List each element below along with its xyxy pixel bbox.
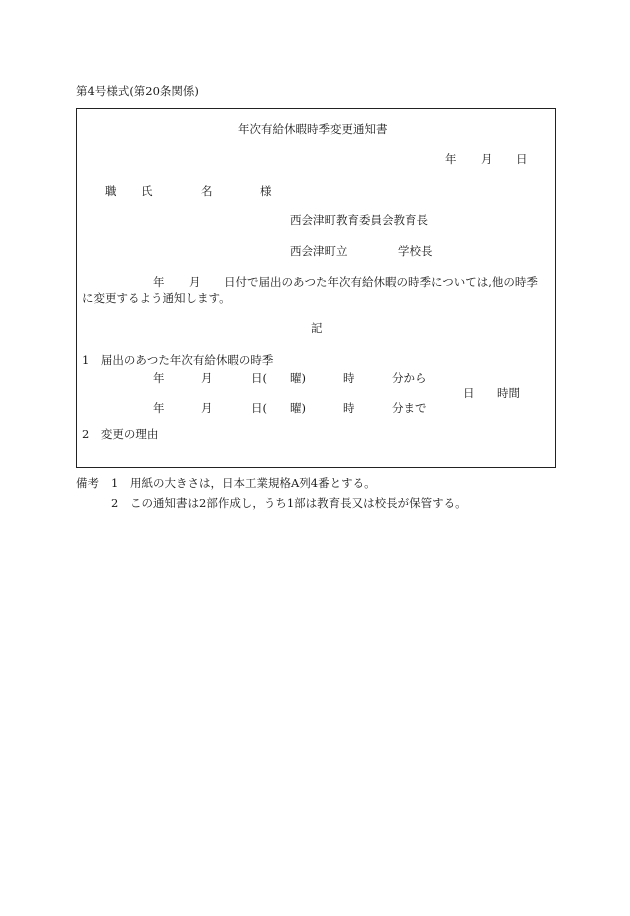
from-hour: 時: [343, 371, 355, 385]
issuer-school-suffix: 学校長: [398, 244, 433, 258]
from-year: 年: [153, 371, 165, 385]
addressee-shoku: 職: [105, 184, 117, 198]
body-line1: 日付で届出のあつた年次有給休暇の時季については,他の時季: [224, 275, 538, 289]
note2-text: この通知書は2部作成し，うち1部は教育長又は校長が保管する。: [130, 496, 467, 510]
to-month: 月: [201, 401, 213, 415]
date-year: 年: [445, 152, 457, 166]
addressee-shi: 氏: [141, 184, 153, 198]
from-month: 月: [201, 371, 213, 385]
to-year: 年: [153, 401, 165, 415]
body-year: 年: [153, 275, 165, 289]
issuer-school-prefix: 西会津町立: [290, 244, 348, 258]
to-hour: 時: [343, 401, 355, 415]
item1-label: 1 届出のあつた年次有給休暇の時季: [82, 353, 274, 367]
note2-number: 2: [111, 496, 119, 510]
date-day: 日: [516, 152, 528, 166]
addressee-sama: 様: [260, 184, 272, 198]
from-weekday: 曜): [290, 371, 306, 385]
duration-hours: 時間: [497, 386, 520, 400]
to-minute: 分まで: [392, 401, 427, 415]
to-day: 日(: [251, 401, 267, 415]
note1-number: 1: [111, 476, 119, 490]
body-line2: に変更するよう通知します。: [82, 291, 231, 305]
notes-heading: 備考: [76, 476, 99, 490]
from-day: 日(: [251, 371, 267, 385]
body-month: 月: [189, 275, 201, 289]
addressee-mei: 名: [201, 184, 213, 198]
from-minute: 分から: [392, 371, 427, 385]
form-number: 第4号様式(第20条関係): [76, 84, 199, 98]
duration-day: 日: [463, 386, 475, 400]
date-month: 月: [481, 152, 493, 166]
item2-label: 2 変更の理由: [82, 427, 159, 441]
issuer-board: 西会津町教育委員会教育長: [290, 213, 428, 227]
to-weekday: 曜): [290, 401, 306, 415]
note1-text: 用紙の大きさは，日本工業規格A列4番とする。: [130, 476, 376, 490]
ki-marker: 記: [311, 321, 323, 335]
form-title: 年次有給休暇時季変更通知書: [238, 122, 388, 136]
